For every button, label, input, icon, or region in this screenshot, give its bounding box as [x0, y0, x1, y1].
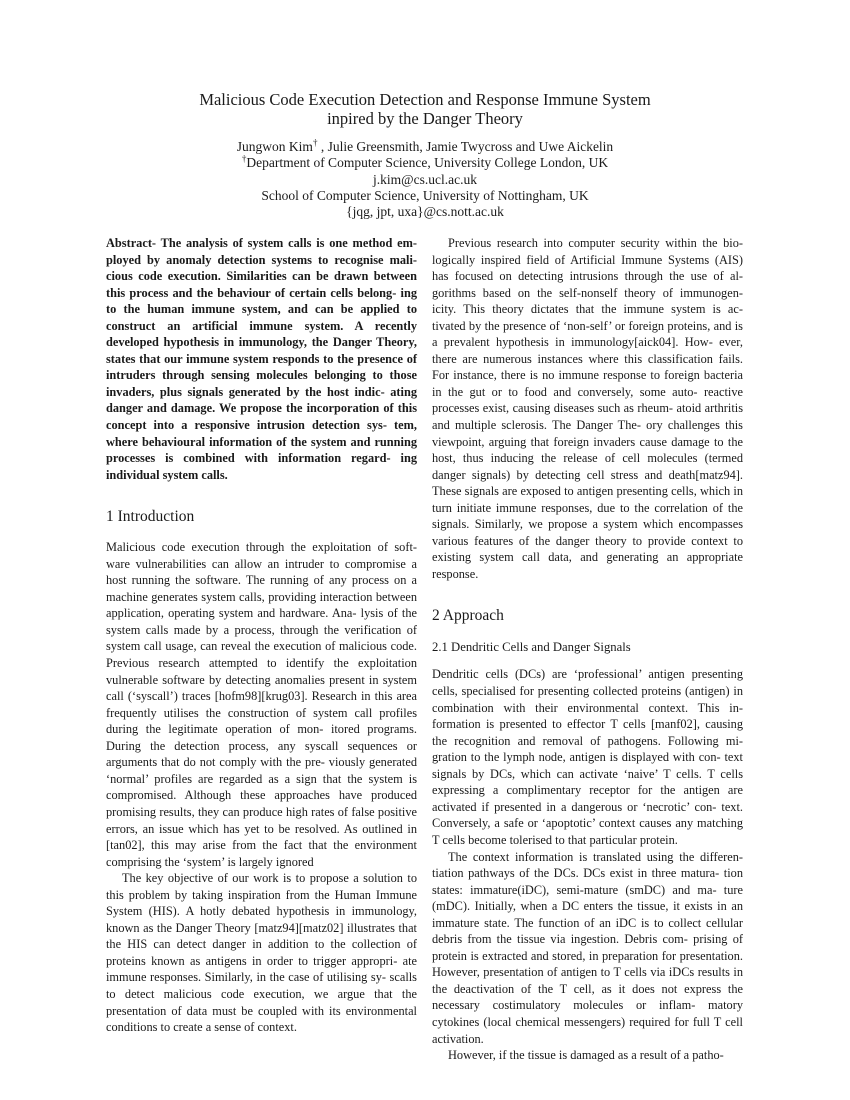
affiliation-nottingham: School of Computer Science, University of Nottingham, UK	[261, 187, 589, 203]
approach-paragraph-2: The context information is translated using the differen- tiation pathways of the DCs. DCs exist in three matura- tion states: immature(iDC), semi-mature (smDC) and ma- ture (mDC). Initially, when a DC enters the tissue, it exists in an immature state. The function of an iDC is to collect cellular debris from the tissue via ingestion. Debris com- prising of protein is extracted and stored, in preparation for presentation. However, presentation of antigen to T cells via iDCs results in the deactivation of the T cell, as it does not express the necessary costimulatory molecules or inflam- matory cytokines (local chemical messengers) required for full T cell activation.	[432, 849, 743, 1046]
affiliation-ucl-text: Department of Computer Science, University College London, UK	[246, 155, 609, 171]
approach-paragraph-3: However, if the tissue is damaged as a result of a patho-	[448, 1048, 724, 1063]
section-heading-approach: 2 Approach	[432, 607, 504, 625]
abstract-text: The analysis of system calls is one method em- ployed by anomaly detection systems to recognise mali- cious code execution. Similarities can be drawn between this process and the behaviour of certain cells belong- ing to the human immune system, and can be applied to construct an artificial immune system. A recently developed hypothesis in immunology, the Danger Theory, states that our immune system responds to the presence of intruders through sensing molecules belonging to those invaders, plus signals generated by the host indic- ating danger and damage. We propose the incorporation of this concept into a responsive intrusion detection sys- tem, where behavioural information of the system and running processes is combined with information regard- ing individual system calls.	[106, 236, 417, 482]
affiliation-ucl	[0, 155, 850, 171]
affiliation-mark: †	[312, 137, 318, 148]
subsection-heading-dendritic-cells: 2.1 Dendritic Cells and Danger Signals	[432, 640, 631, 655]
paper-title-line-2: inpired by the Danger Theory	[327, 109, 523, 128]
abstract	[106, 235, 417, 483]
paper-title-line-1: Malicious Code Execution Detection and Response Immune System	[199, 90, 651, 109]
intro-paragraph-1: Malicious code execution through the exploitation of soft- ware vulnerabilities can allow an intruder to compromise a host running the software. The running of any process on a machine generates system calls, providing interaction between application, operating system and hardware. Ana- lysis of the system calls made by a process, through the verification of system call usage, can reveal the execution of malicious code. Previous research attempted to identify the exploitation vulnerable software by detecting anomalies present in system call (‘syscall’) traces [hofm98][krug03]. Research in this area frequently utilises the construction of system call profiles during the legitimate operation of mon- itored programs. During the detection process, any syscall sequences or arguments that do not comply with the pre- viously generated ‘normal’ profiles are regarded as a sign that the system is compromised. Although these approaches have produced promising results, they can produce high rates of false positive errors, an issue which has yet to be resolved. As outlined in [tan02], this may arise from the fact that the environment comprising the ‘system’ is largely ignored	[106, 540, 417, 869]
abstract-label: Abstract-	[106, 236, 157, 250]
email-ucl: j.kim@cs.ucl.ac.uk	[373, 171, 477, 187]
approach-paragraph-1: Dendritic cells (DCs) are ‘professional’ antigen presenting cells, specialised for presenting collected proteins (antigen) in combination with their environmental context. This in- formation is presented to effector T cells [manf02], causing the recognition and removal of pathogens. Following mi- gration to the lymph node, antigen is displayed with con- text signals by DCs, which can activate ‘naive’ T cells. T cells expressing a complimentary receptor for the antigen are activated if presented in a dangerous or ‘necrotic’ con- text. Conversely, a safe or ‘apoptotic’ context causes any matching T cells become tolerised to that particular protein.	[432, 667, 743, 847]
affiliation-mark: †	[241, 153, 247, 164]
other-authors: , Julie Greensmith, Jamie Twycross and Uwe Aickelin	[317, 139, 614, 154]
author-list	[0, 139, 850, 155]
left-column	[106, 235, 417, 1036]
paper-header	[0, 90, 850, 220]
right-column	[432, 235, 743, 1064]
intro-paragraph-3: Previous research into computer security within the bio- logically inspired field of Artificial Immune Systems (AIS) has focused on detecting intrusions through the use of al- gorithms based on the self-nonself theory of immunogen- icity. This theory dictates that the immune system is ac- tivated by the presence of ‘non-self’ or foreign proteins, and is a prevalent hypothesis in immunology[aick04]. How- ever, there are numerous instances where this classification fails. For instance, there is no immune response to foreign bacteria in the gut or to food and conversely, some auto- reactive processes exist, causing diseases such as rheum- atoid arthritis and multiple sclerosis. The Danger The- ory challenges this viewpoint, arguing that foreign invaders cause damage to the host, thus inducing the release of cell molecules (termed danger signals) by detecting cell stress and death[matz94]. These signals are exposed to antigen presenting cells, which in turn initiate immune responses, due to the correlation of the signals. Similarly, we propose a system which encompasses various features of the danger theory to provide context to existing system call data, and generating an appropriate response.	[432, 236, 743, 581]
first-author: Jungwon Kim	[236, 139, 313, 154]
intro-paragraph-2: The key objective of our work is to propose a solution to this problem by taking inspiration from the Human Immune System (HIS). A hotly debated hypothesis in immunology, known as the Danger Theory [matz94][matz02] illustrates that the HIS can detect danger in addition to the collection of proteins known as antigens in order to trigger appropri- ate immune responses. Similarly, in the case of utilising sy- scalls to detect malicious code execution, we argue that the presentation of data must be coupled with its environmental conditions to create a sense of context.	[106, 871, 417, 1035]
email-nottingham: {jqg, jpt, uxa}@cs.nott.ac.uk	[346, 204, 504, 220]
section-heading-introduction: 1 Introduction	[106, 508, 195, 526]
